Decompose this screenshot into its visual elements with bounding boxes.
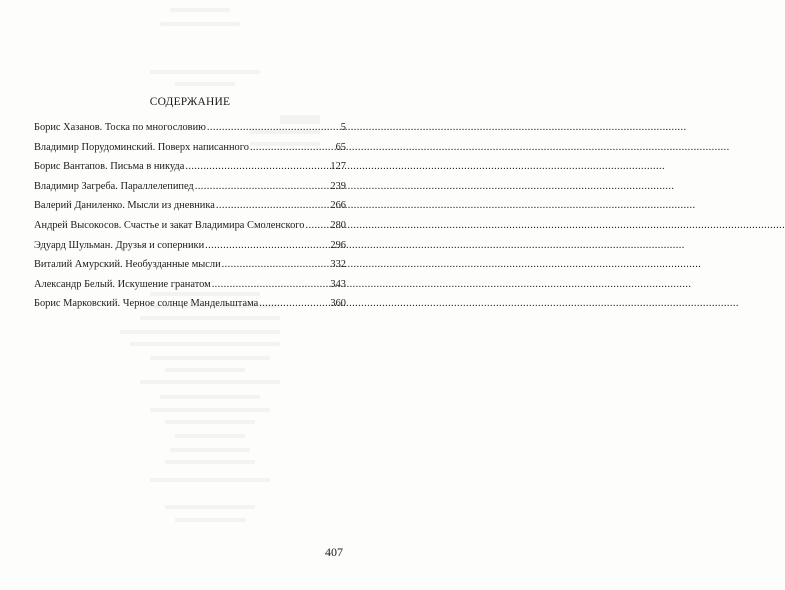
toc-entry <box>34 200 346 220</box>
toc-entry <box>34 279 346 299</box>
dot-leader <box>259 298 329 309</box>
toc-entry <box>34 181 346 201</box>
toc-entry-title: Борис Вантапов. Письма в никуда <box>34 161 185 173</box>
table-of-contents <box>34 96 346 318</box>
toc-entry <box>34 161 346 181</box>
toc-entry <box>34 122 346 142</box>
dot-leader <box>195 181 330 192</box>
dot-leader <box>222 259 330 270</box>
toc-entry-title: Борис Марковский. Черное солнце Мандельштама <box>34 298 259 310</box>
toc-entry-title: Борис Хазанов. Тоска по многословию <box>34 122 206 133</box>
dot-leader <box>207 122 340 133</box>
toc-entry-page: 343 <box>330 278 346 290</box>
toc-entry-title: Валерий Даниленко. Мысли из дневника <box>34 200 215 212</box>
toc-entry-page: 280 <box>330 219 346 231</box>
toc-entry <box>34 240 346 260</box>
dot-leader <box>250 142 335 153</box>
toc-entry-page: 332 <box>330 259 346 271</box>
toc-entry-title: Андрей Высокосов. Счастье и закат Владимира Смоленского <box>34 219 305 231</box>
toc-entry-title: Виталий Амурский. Необузданные мысли <box>34 259 221 271</box>
toc-entry-page: 239 <box>330 180 346 192</box>
dot-leader <box>216 200 330 211</box>
dot-leader <box>305 220 329 231</box>
toc-entry-title: Эдуард Шульман. Друзья и соперники <box>34 239 205 251</box>
toc-entry-page: 5 <box>340 122 346 133</box>
toc-entry <box>34 298 346 318</box>
dot-leader <box>212 279 330 290</box>
page-title: СОДЕРЖАНИЕ <box>149 96 231 108</box>
toc-entry-page: 266 <box>330 200 346 212</box>
toc-entry-page: 65 <box>335 141 346 153</box>
toc-list <box>34 122 346 318</box>
toc-entry-title: Владимир Порудоминский. Поверх написанного <box>34 141 249 153</box>
toc-entry-page: 360 <box>330 298 346 310</box>
toc-entry-page: 296 <box>330 239 346 251</box>
toc-entry-page: 127 <box>330 161 346 173</box>
dot-leader <box>185 161 329 172</box>
toc-entry <box>34 220 346 240</box>
toc-entry-title: Владимир Загреба. Параллелепипед <box>34 180 194 192</box>
toc-entry <box>34 259 346 279</box>
toc-entry <box>34 142 346 162</box>
toc-entry-title: Александр Белый. Искушение гранатом <box>34 278 211 290</box>
dot-leader <box>205 240 329 251</box>
page-number: 407 <box>325 545 343 559</box>
